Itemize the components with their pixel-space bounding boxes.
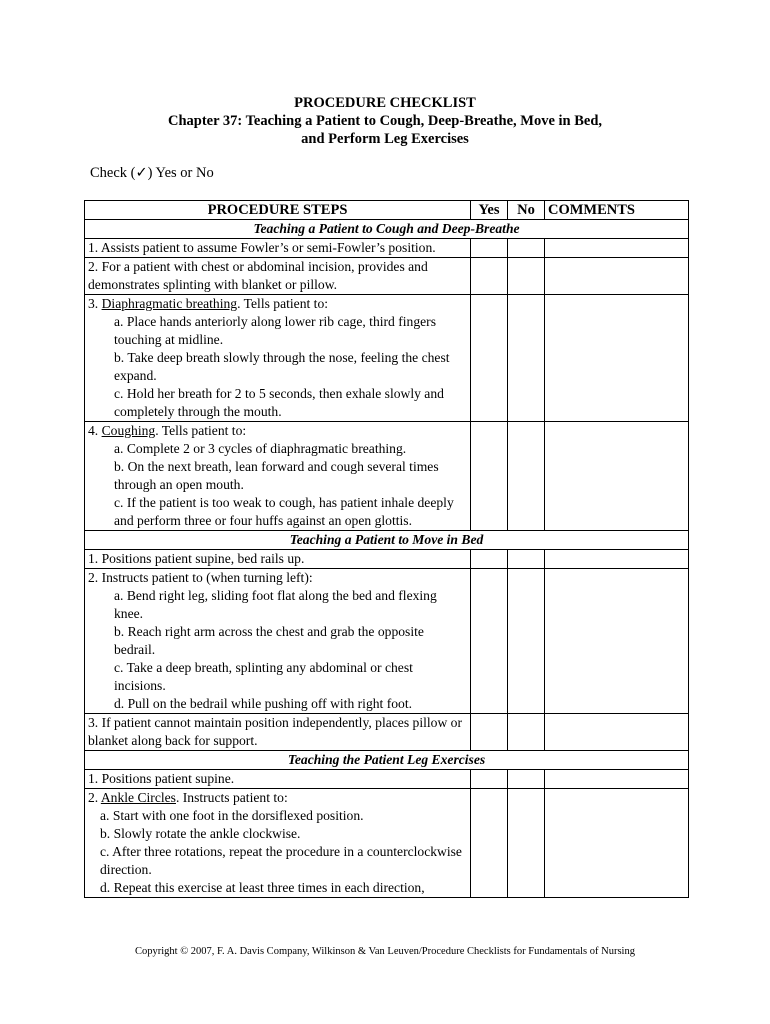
header-procedure-steps: PROCEDURE STEPS xyxy=(85,201,471,220)
sub-step: c. After three rotations, repeat the procedure in a counterclockwise direction. xyxy=(100,844,462,877)
step-cell xyxy=(85,239,471,258)
sub-step: a. Complete 2 or 3 cycles of diaphragmatic breathing. xyxy=(114,441,407,456)
yes-checkbox-cell[interactable] xyxy=(471,550,508,569)
step-cell xyxy=(85,258,471,295)
step-text xyxy=(88,789,467,807)
step-technique-name: Diaphragmatic breathing xyxy=(101,296,238,311)
sub-step: d. Pull on the bedrail while pushing off with right foot. xyxy=(114,696,413,711)
section-title: Teaching a Patient to Cough and Deep-Breathe xyxy=(85,220,689,239)
no-checkbox-cell[interactable] xyxy=(508,550,545,569)
comments-cell[interactable] xyxy=(545,295,689,422)
step-row xyxy=(85,569,689,714)
step-row xyxy=(85,422,689,531)
comments-cell[interactable] xyxy=(545,239,689,258)
comments-cell[interactable] xyxy=(545,422,689,531)
checklist-title: PROCEDURE CHECKLIST xyxy=(294,95,476,111)
step-cell xyxy=(85,422,471,531)
step-number: 4. xyxy=(88,423,102,438)
step-instruction: . Instructs patient to: xyxy=(175,790,288,805)
step-row xyxy=(85,239,689,258)
yes-checkbox-cell[interactable] xyxy=(471,714,508,751)
no-checkbox-cell[interactable] xyxy=(508,770,545,789)
no-checkbox-cell[interactable] xyxy=(508,422,545,531)
section-row xyxy=(85,220,689,239)
comments-cell[interactable] xyxy=(545,258,689,295)
step-cell xyxy=(85,714,471,751)
copyright-footer: Copyright © 2007, F. A. Davis Company, Wilkinson & Van Leuven/Procedure Checklists for Fundamentals of Nursing xyxy=(135,946,635,957)
yes-checkbox-cell[interactable] xyxy=(471,789,508,898)
no-checkbox-cell[interactable] xyxy=(508,569,545,714)
step-cell xyxy=(85,550,471,569)
header-no: No xyxy=(508,201,545,220)
header-comments: COMMENTS xyxy=(545,201,689,220)
step-cell xyxy=(85,770,471,789)
step-text: 2. Instructs patient to (when turning left): xyxy=(88,570,313,585)
sub-step: b. On the next breath, lean forward and cough several times through an open mouth. xyxy=(114,459,439,492)
yes-checkbox-cell[interactable] xyxy=(471,569,508,714)
sub-step: c. Take a deep breath, splinting any abdominal or chest incisions. xyxy=(114,660,413,693)
no-checkbox-cell[interactable] xyxy=(508,714,545,751)
sub-step: a. Start with one foot in the dorsiflexed position. xyxy=(100,808,364,823)
step-instruction: . Tells patient to: xyxy=(237,296,329,311)
check-instruction: Check (✓) Yes or No xyxy=(90,165,214,181)
sub-step: a. Bend right leg, sliding foot flat along the bed and flexing knee. xyxy=(114,588,437,621)
comments-cell[interactable] xyxy=(545,770,689,789)
step-text: 3. If patient cannot maintain position independently, places pillow or blanket along back for support. xyxy=(88,715,462,748)
step-row xyxy=(85,770,689,789)
yes-checkbox-cell[interactable] xyxy=(471,239,508,258)
section-title: Teaching a Patient to Move in Bed xyxy=(85,531,689,550)
no-checkbox-cell[interactable] xyxy=(508,239,545,258)
chapter-title-line-2: and Perform Leg Exercises xyxy=(301,131,469,147)
yes-checkbox-cell[interactable] xyxy=(471,295,508,422)
procedure-checklist-table xyxy=(84,200,689,898)
step-number: 2. xyxy=(88,790,101,805)
step-text: 2. For a patient with chest or abdominal incision, provides and demonstrates splinting with blanket or pillow. xyxy=(88,259,428,292)
no-checkbox-cell[interactable] xyxy=(508,295,545,422)
sub-step: d. Repeat this exercise at least three times in each direction, xyxy=(100,880,425,895)
step-technique-name: Ankle Circles xyxy=(100,790,176,805)
header-yes: Yes xyxy=(471,201,508,220)
step-text xyxy=(88,422,467,440)
comments-cell[interactable] xyxy=(545,789,689,898)
step-row xyxy=(85,295,689,422)
step-number: 3. xyxy=(88,296,102,311)
step-row xyxy=(85,789,689,898)
table-header-row xyxy=(85,201,689,220)
comments-cell[interactable] xyxy=(545,569,689,714)
yes-checkbox-cell[interactable] xyxy=(471,770,508,789)
step-row xyxy=(85,258,689,295)
step-instruction: . Tells patient to: xyxy=(155,423,247,438)
chapter-title-line-1: Chapter 37: Teaching a Patient to Cough, Deep-Breathe, Move in Bed, xyxy=(167,113,603,129)
step-row xyxy=(85,550,689,569)
step-row xyxy=(85,714,689,751)
step-text: 1. Positions patient supine, bed rails up. xyxy=(88,551,305,566)
sub-step: b. Reach right arm across the chest and grab the opposite bedrail. xyxy=(114,624,424,657)
sub-step: c. If the patient is too weak to cough, has patient inhale deeply and perform three or four huffs against an open glottis. xyxy=(114,495,454,528)
step-cell xyxy=(85,789,471,898)
step-text xyxy=(88,295,467,313)
sub-step: b. Slowly rotate the ankle clockwise. xyxy=(100,826,301,841)
sub-step: c. Hold her breath for 2 to 5 seconds, then exhale slowly and completely through the mouth. xyxy=(114,386,444,419)
step-technique-name: Coughing xyxy=(101,423,156,438)
no-checkbox-cell[interactable] xyxy=(508,789,545,898)
comments-cell[interactable] xyxy=(545,714,689,751)
step-text: 1. Positions patient supine. xyxy=(88,771,235,786)
section-row xyxy=(85,531,689,550)
step-cell xyxy=(85,569,471,714)
no-checkbox-cell[interactable] xyxy=(508,258,545,295)
section-title: Teaching the Patient Leg Exercises xyxy=(85,751,689,770)
step-cell xyxy=(85,295,471,422)
yes-checkbox-cell[interactable] xyxy=(471,422,508,531)
sub-step: b. Take deep breath slowly through the nose, feeling the chest expand. xyxy=(114,350,450,383)
section-row xyxy=(85,751,689,770)
sub-step: a. Place hands anteriorly along lower rib cage, third fingers touching at midline. xyxy=(114,314,436,347)
step-text: 1. Assists patient to assume Fowler’s or semi-Fowler’s position. xyxy=(88,240,436,255)
yes-checkbox-cell[interactable] xyxy=(471,258,508,295)
comments-cell[interactable] xyxy=(545,550,689,569)
